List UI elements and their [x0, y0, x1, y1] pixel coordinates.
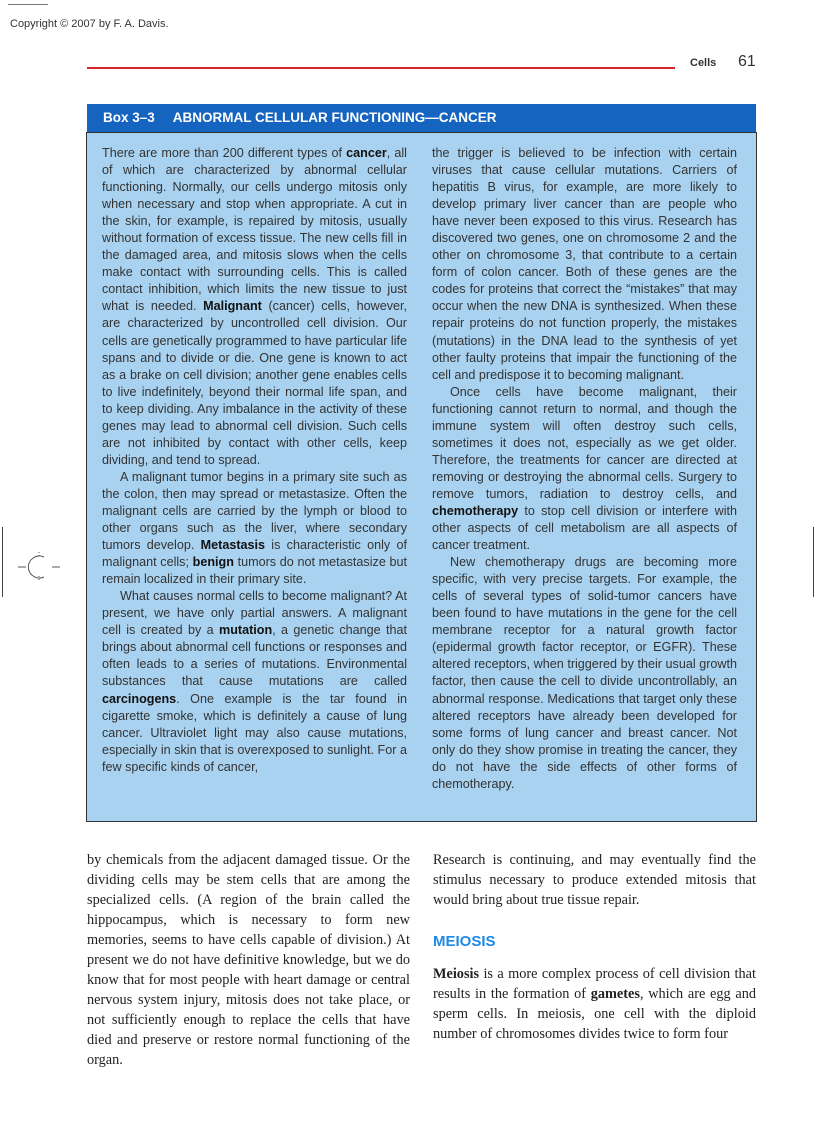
box-paragraph: [102, 469, 407, 588]
term-mutation: mutation: [219, 623, 273, 638]
body-paragraph: by chemicals from the adjacent damaged tissue. Or the dividing cells may be stem cells that are among the specialized cells. (A region of the brain called the hippocampus, which is necessary to form new memories, seems to have cells capable of division.) At present we do not have definitive knowledge, but we do know that for most people with heart damage or central nervous system injury, mitosis does not take place, or not sufficiently enough to replace the cells that have died and preserve or restore normal functioning of the organ.: [87, 852, 410, 1068]
section-heading-meiosis: MEIOSIS: [433, 933, 496, 950]
text-run: , which are egg and sperm cells. In meiosis, one cell with the diploid number of chromosomes divides twice to form four: [433, 986, 756, 1042]
text-run: is a more complex process of cell division that results in the formation of: [433, 966, 756, 1002]
box-title-bar: [87, 104, 756, 132]
text-run: tumors do not metastasize but remain localized in their primary site.: [102, 555, 408, 587]
copyright-notice: Copyright © 2007 by F. A. Davis.: [10, 18, 169, 30]
right-crop-mark: [813, 527, 814, 597]
term-carcinogens: carcinogens: [102, 691, 177, 706]
term-malignant: Malignant: [203, 299, 262, 314]
text-run: . One example is the tar found in cigarette smoke, which is definitely a cause of lung cancer. Ultraviolet light may also cause mutations, especially in skin that is overexposed to sunlight. For a few specific kinds of cancer,: [102, 691, 407, 774]
box-paragraph: [102, 588, 407, 776]
text-run: , a genetic change that brings about abnormal cell functions or responses and often leads to a series of mutations. Environmental substances that cause mutations are called: [102, 623, 407, 689]
top-edge-mark: [8, 4, 48, 5]
left-crop-mark: [2, 527, 3, 597]
running-header-section: Cells: [690, 57, 717, 69]
header-rule: [87, 67, 675, 69]
text-run: (cancer) cells, however, are characterized by uncontrolled cell division. Our cells are genetically programmed to have particular life spans and to divide or die. One gene is known to act as a brake on cell division; another gene enables cells to live indefinitely, beyond their normal life span, and to keep dividing. Any imbalance in the activity of these genes may lead to abnormal cell division. Such cells are not inhibited by contact with other cells, keep dividing, and tend to spread.: [102, 299, 407, 467]
term-chemotherapy: chemotherapy: [432, 503, 519, 518]
text-run: A malignant tumor begins in a primary site such as the colon, then may spread or metastasize. Often the malignant cells are carried by the lymph or blood to other organs such as the liver, where secondary tumors develop.: [102, 469, 407, 553]
text-run: , all of which are characterized by abnormal cellular functioning. Normally, our cells undergo mitosis only when necessary and stop when appropriate. A cut in the skin, for example, is repaired by mitosis, usually without formation of excess tissue. The new cells fill in the damaged area, and mitosis slows when the cells make contact with surrounding cells. This is called contact inhibition, which limits the new tissue to just what is needed.: [102, 146, 407, 314]
box-left-column: [102, 145, 407, 776]
text-run: Once cells have become malignant, their functioning cannot return to normal, and though the immune system will often destroy such cells, sometimes it does not, especially as we get older. Therefore, the treatments for cancer are directed at removing or destroying the abnormal cells. Surgery to remove tumors, radiation to destroy cells, and: [432, 384, 737, 501]
text-run: There are more than 200 different types of: [102, 146, 347, 160]
body-paragraph: [433, 964, 756, 1044]
page-number: 61: [738, 53, 756, 70]
body-left-column: [87, 850, 410, 1070]
term-cancer: cancer: [346, 146, 387, 160]
text-run: to stop cell division or interfere with other aspects of cell metabolism are all aspects of cancer treatment.: [432, 503, 737, 553]
term-gametes: gametes: [590, 986, 640, 1002]
term-meiosis: Meiosis: [433, 966, 480, 982]
term-metastasis: Metastasis: [200, 538, 266, 553]
registration-mark-icon: [18, 552, 60, 582]
box-paragraph: the trigger is believed to be infection with certain viruses that cause cellular mutations. Carriers of hepatitis B virus, for example, are more likely to develop primary liver cancer than are people who have never been exposed to this virus. Research has discovered two genes, one on chromosome 2 and the other on chromosome 3, that contribute to a certain form of colon cancer. Both of these genes are the codes for proteins that correct the “mistakes” that may occur when the new DNA is synthesized. When these repair proteins do not function properly, the mistakes (mutations) in the DNA lead to the synthesis of yet other faulty proteins that impair the functioning of the cell and predispose it to becoming malignant.: [432, 146, 737, 382]
text-run: What causes normal cells to become malignant? At present, we have only partial answers. A malignant cell is created by a: [102, 589, 407, 638]
cancer-box: [86, 132, 757, 822]
body-paragraph: Research is continuing, and may eventually find the stimulus necessary to produce extended mitosis that would bring about true tissue repair.: [433, 852, 756, 908]
body-right-column: [433, 850, 756, 1044]
box-title: ABNORMAL CELLULAR FUNCTIONING—CANCER: [172, 110, 497, 125]
box-paragraph: [432, 384, 737, 554]
box-paragraph: New chemotherapy drugs are becoming more specific, with very precise targets. For example, the cells of several types of solid-tumor cancers have been found to have mutations in the gene for the cell membrane receptor for a natural growth factor (epidermal growth factor receptor, or EGFR). These altered receptors, when triggered by their usual growth factor, then cause the cell to divide uncontrollably, an abnormal response. Medications that target only these altered receptors have already been developed for some forms of lung cancer and breast cancer. Not only do they show promise in treating the cancer, they do not have the side effects of other forms of chemotherapy.: [432, 555, 737, 791]
box-number: Box 3–3: [103, 110, 155, 125]
box-paragraph: [102, 145, 407, 469]
text-run: is characteristic only of malignant cells;: [102, 538, 407, 570]
box-right-column: [432, 145, 737, 793]
term-benign: benign: [192, 555, 234, 570]
